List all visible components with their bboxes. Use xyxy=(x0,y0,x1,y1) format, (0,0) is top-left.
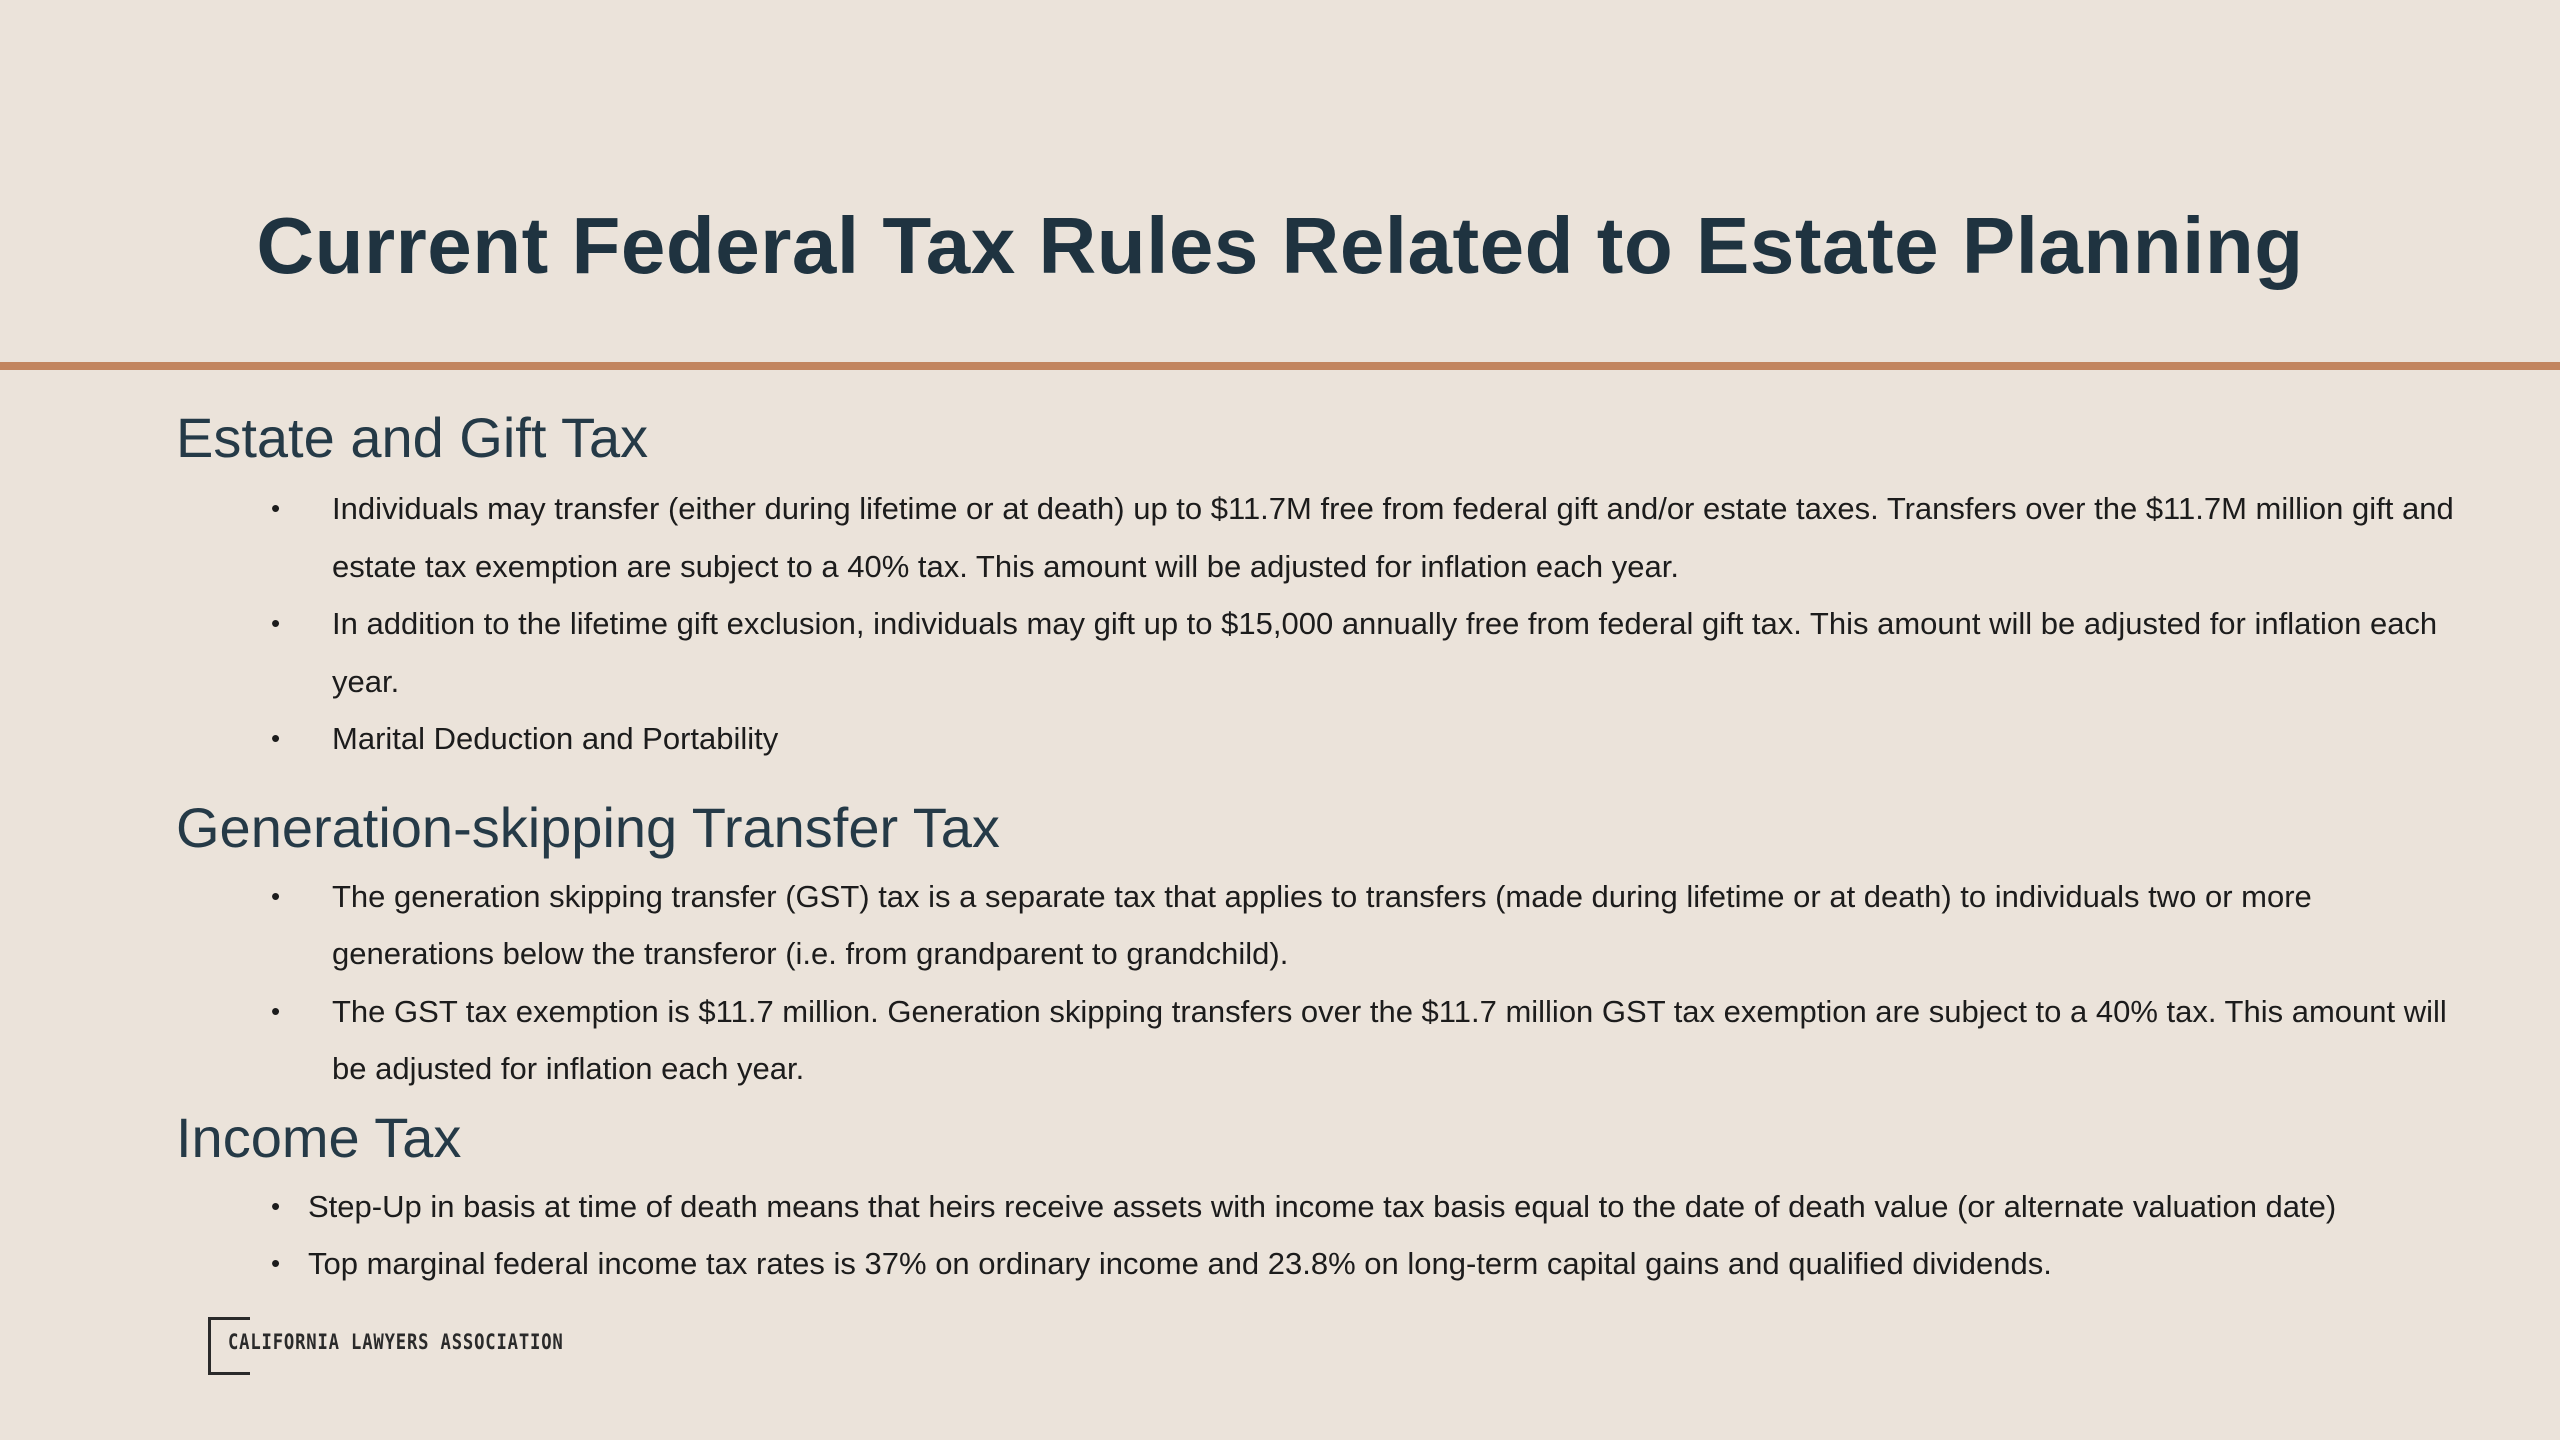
bullet-item xyxy=(176,710,2476,768)
bullet-icon: • xyxy=(271,608,281,638)
slide-title: Current Federal Tax Rules Related to Estate Planning xyxy=(256,201,2304,290)
bullet-list-income-tax xyxy=(176,1178,2476,1293)
bullet-text: Individuals may transfer (either during lifetime or at death) up to $11.7M free from federal gift and/or estate taxes. Transfers over the $11.7M million gift and estate tax exemption are subject to a 40% tax. This amount will be adjusted for inflation each year. xyxy=(332,491,2454,584)
logo-text: CALIFORNIA LAWYERS ASSOCIATION xyxy=(228,1330,564,1354)
bullet-icon: • xyxy=(271,493,281,523)
bullet-icon: • xyxy=(271,880,281,911)
bullet-text: Step-Up in basis at time of death means that heirs receive assets with income tax basis equal to the date of death value (or alternate valuation date) xyxy=(308,1188,2337,1224)
bullet-text: Top marginal federal income tax rates is 37% on ordinary income and 23.8% on long-term capital gains and qualified dividends. xyxy=(308,1246,2052,1281)
section-heading-estate-gift-tax: Estate and Gift Tax xyxy=(176,406,649,469)
section-heading-income-tax: Income Tax xyxy=(176,1105,462,1169)
bullet-text: The generation skipping transfer (GST) tax is a separate tax that applies to transfers (made during lifetime or at death) to individuals two or more generations below the transferor (i.e. from grandparent to grandchild). xyxy=(332,878,2312,971)
bullet-text: The GST tax exemption is $11.7 million. Generation skipping transfers over the $11.7 million GST tax exemption are subject to a 40% tax. This amount will be adjusted for inflation each year. xyxy=(332,993,2447,1086)
bullet-icon: • xyxy=(271,995,281,1026)
bullet-item xyxy=(176,595,2476,710)
bullet-item xyxy=(176,480,2476,595)
slide-content xyxy=(176,398,2476,1293)
bullet-list-gst-tax xyxy=(176,868,2476,1098)
section-heading-gst-tax: Generation-skipping Transfer Tax xyxy=(176,795,1000,859)
bullet-icon: • xyxy=(271,1190,281,1221)
bullet-item xyxy=(176,1235,2476,1293)
bullet-icon: • xyxy=(271,723,281,753)
title-divider xyxy=(0,362,2560,370)
bullet-text: In addition to the lifetime gift exclusion, individuals may gift up to $15,000 annually free from federal gift tax. This amount will be adjusted for inflation each year. xyxy=(332,606,2438,699)
bullet-list-estate-gift-tax xyxy=(176,480,2476,768)
bullet-item xyxy=(176,1178,2476,1236)
bullet-icon: • xyxy=(271,1248,281,1278)
bullet-text: Marital Deduction and Portability xyxy=(332,721,779,756)
cla-logo xyxy=(208,1314,564,1378)
bullet-item xyxy=(176,868,2476,983)
bullet-item xyxy=(176,983,2476,1098)
